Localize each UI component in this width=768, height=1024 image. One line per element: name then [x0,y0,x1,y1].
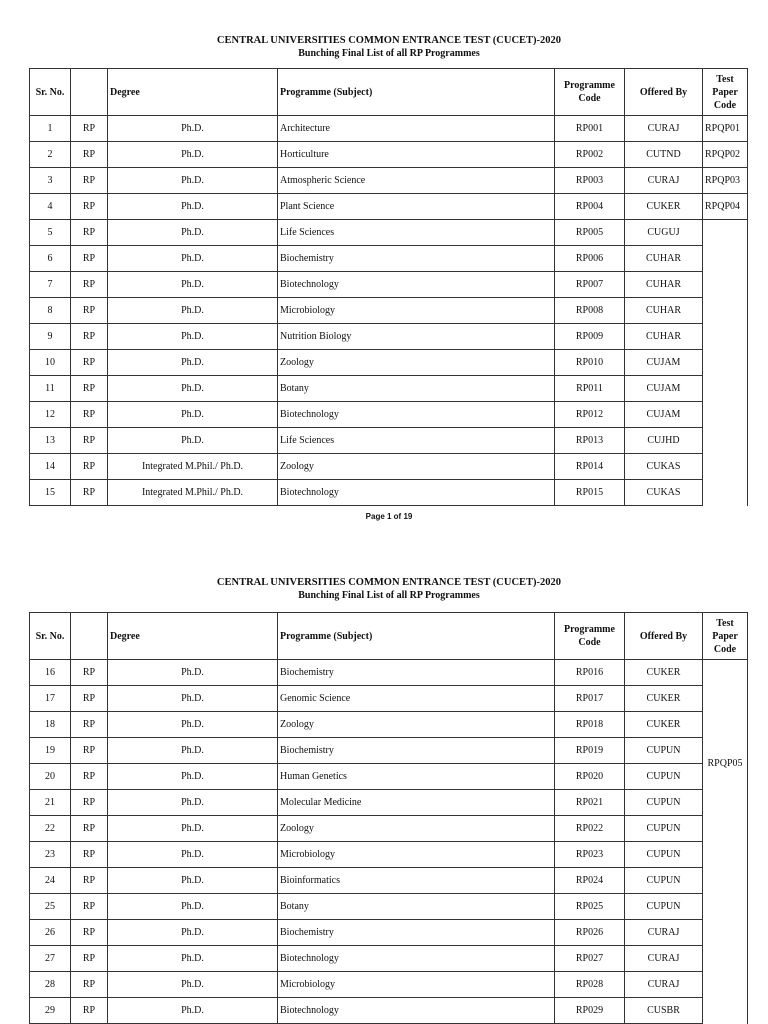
sr-no-cell: 7 [30,272,71,298]
rp-cell: RP [71,324,108,350]
sr-no-cell: 11 [30,376,71,402]
programme-code-cell: RP023 [555,842,625,868]
col-programme-code: Programme Code [555,69,625,116]
test-paper-code-cell: RPQP02 [703,142,748,168]
test-paper-code-cell: RPQP01 [703,116,748,142]
programme-cell: Biotechnology [278,480,555,506]
table-row [30,686,748,712]
offered-by-cell: CUPUN [625,816,703,842]
programme-table [29,68,748,506]
table-row [30,142,748,168]
offered-by-cell: CUJAM [625,376,703,402]
programme-cell: Biotechnology [278,998,555,1024]
programme-cell: Life Sciences [278,428,555,454]
col-programme: Programme (Subject) [278,69,555,116]
programme-code-cell: RP003 [555,168,625,194]
rp-cell: RP [71,246,108,272]
rp-cell: RP [71,428,108,454]
test-paper-code-cell [703,868,748,1024]
rp-cell: RP [71,946,108,972]
table-row [30,298,748,324]
test-paper-code-cell: RPQP03 [703,168,748,194]
document-subtitle: Bunching Final List of all RP Programmes [298,48,480,59]
table-row [30,428,748,454]
offered-by-cell: CUTND [625,142,703,168]
table-row [30,790,748,816]
offered-by-cell: CUPUN [625,868,703,894]
programme-code-cell: RP020 [555,764,625,790]
table-row [30,246,748,272]
degree-cell: Ph.D. [108,790,278,816]
table-row [30,946,748,972]
programme-cell: Botany [278,376,555,402]
table-row [30,220,748,246]
programme-code-cell: RP017 [555,686,625,712]
test-paper-code-cell: RPQP05 [703,660,748,868]
programme-code-cell: RP008 [555,298,625,324]
programme-code-cell: RP011 [555,376,625,402]
programme-code-cell: RP022 [555,816,625,842]
degree-cell: Ph.D. [108,298,278,324]
offered-by-cell: CUPUN [625,738,703,764]
rp-cell: RP [71,402,108,428]
programme-cell: Human Genetics [278,764,555,790]
programme-cell: Botany [278,894,555,920]
offered-by-cell: CUPUN [625,842,703,868]
col-degree: Degree [108,69,278,116]
rp-cell: RP [71,116,108,142]
sr-no-cell: 19 [30,738,71,764]
rp-cell: RP [71,920,108,946]
offered-by-cell: CURAJ [625,972,703,998]
offered-by-cell: CUJAM [625,350,703,376]
programme-code-cell: RP012 [555,402,625,428]
degree-cell: Integrated M.Phil./ Ph.D. [108,480,278,506]
programme-code-cell: RP002 [555,142,625,168]
rp-cell: RP [71,972,108,998]
table-row [30,350,748,376]
sr-no-cell: 20 [30,764,71,790]
rp-cell: RP [71,842,108,868]
rp-cell: RP [71,998,108,1024]
degree-cell: Ph.D. [108,894,278,920]
sr-no-cell: 10 [30,350,71,376]
rp-cell: RP [71,764,108,790]
programme-cell: Genomic Science [278,686,555,712]
table-row [30,116,748,142]
sr-no-cell: 6 [30,246,71,272]
table-header-row [30,69,748,116]
sr-no-cell: 12 [30,402,71,428]
programme-cell: Zoology [278,816,555,842]
table-row [30,480,748,506]
rp-cell: RP [71,142,108,168]
sr-no-cell: 16 [30,660,71,686]
rp-cell: RP [71,790,108,816]
programme-code-cell: RP024 [555,868,625,894]
rp-cell: RP [71,660,108,686]
degree-cell: Ph.D. [108,920,278,946]
col-test-paper-code: Test Paper Code [703,69,748,116]
programme-cell: Microbiology [278,298,555,324]
document-title: CENTRAL UNIVERSITIES COMMON ENTRANCE TEST (CUCET)-2020 [216,35,562,46]
programme-code-cell: RP018 [555,712,625,738]
programme-cell: Biotechnology [278,402,555,428]
programme-code-cell: RP027 [555,946,625,972]
degree-cell: Ph.D. [108,816,278,842]
table-row [30,738,748,764]
document-title: CENTRAL UNIVERSITIES COMMON ENTRANCE TEST (CUCET)-2020 [216,577,562,588]
programme-code-cell: RP010 [555,350,625,376]
degree-cell: Ph.D. [108,350,278,376]
offered-by-cell: CUKER [625,712,703,738]
programme-code-cell: RP015 [555,480,625,506]
programme-code-cell: RP007 [555,272,625,298]
offered-by-cell: CUKAS [625,480,703,506]
table-row [30,194,748,220]
page-number: Page 1 of 19 [365,512,413,521]
programme-cell: Biotechnology [278,272,555,298]
col-blank [71,613,108,660]
offered-by-cell: CUPUN [625,790,703,816]
programme-cell: Horticulture [278,142,555,168]
degree-cell: Ph.D. [108,324,278,350]
programme-code-cell: RP016 [555,660,625,686]
degree-cell: Ph.D. [108,168,278,194]
rp-cell: RP [71,220,108,246]
programme-cell: Nutrition Biology [278,324,555,350]
rp-cell: RP [71,894,108,920]
sr-no-cell: 21 [30,790,71,816]
sr-no-cell: 15 [30,480,71,506]
rp-cell: RP [71,350,108,376]
col-sr-no: Sr. No. [30,613,71,660]
programme-cell: Biochemistry [278,738,555,764]
sr-no-cell: 3 [30,168,71,194]
col-programme: Programme (Subject) [278,613,555,660]
offered-by-cell: CUKER [625,660,703,686]
table-row [30,660,748,686]
degree-cell: Integrated M.Phil./ Ph.D. [108,454,278,480]
programme-cell: Zoology [278,712,555,738]
degree-cell: Ph.D. [108,764,278,790]
sr-no-cell: 18 [30,712,71,738]
programme-table [29,612,748,1024]
degree-cell: Ph.D. [108,946,278,972]
sr-no-cell: 25 [30,894,71,920]
table-row [30,998,748,1024]
programme-code-cell: RP009 [555,324,625,350]
degree-cell: Ph.D. [108,712,278,738]
rp-cell: RP [71,454,108,480]
offered-by-cell: CUHAR [625,298,703,324]
rp-cell: RP [71,168,108,194]
offered-by-cell: CUHAR [625,246,703,272]
degree-cell: Ph.D. [108,998,278,1024]
programme-code-cell: RP021 [555,790,625,816]
degree-cell: Ph.D. [108,194,278,220]
table-row [30,324,748,350]
degree-cell: Ph.D. [108,246,278,272]
table-row [30,868,748,894]
sr-no-cell: 9 [30,324,71,350]
table-row [30,842,748,868]
offered-by-cell: CURAJ [625,168,703,194]
table-row [30,764,748,790]
programme-cell: Zoology [278,454,555,480]
degree-cell: Ph.D. [108,842,278,868]
sr-no-cell: 4 [30,194,71,220]
offered-by-cell: CUGUJ [625,220,703,246]
rp-cell: RP [71,712,108,738]
sr-no-cell: 23 [30,842,71,868]
programme-code-cell: RP004 [555,194,625,220]
table-header-row [30,613,748,660]
degree-cell: Ph.D. [108,660,278,686]
programme-code-cell: RP005 [555,220,625,246]
offered-by-cell: CUPUN [625,764,703,790]
programme-code-cell: RP028 [555,972,625,998]
table-row [30,920,748,946]
degree-cell: Ph.D. [108,376,278,402]
table-row [30,272,748,298]
sr-no-cell: 17 [30,686,71,712]
programme-code-cell: RP029 [555,998,625,1024]
degree-cell: Ph.D. [108,142,278,168]
offered-by-cell: CURAJ [625,920,703,946]
offered-by-cell: CUJHD [625,428,703,454]
programme-cell: Biotechnology [278,946,555,972]
table-row [30,454,748,480]
programme-cell: Biochemistry [278,660,555,686]
programme-cell: Atmospheric Science [278,168,555,194]
offered-by-cell: CUHAR [625,272,703,298]
programme-cell: Plant Science [278,194,555,220]
rp-cell: RP [71,816,108,842]
rp-cell: RP [71,272,108,298]
col-test-paper-code: Test Paper Code [703,613,748,660]
programme-cell: Zoology [278,350,555,376]
table-row [30,712,748,738]
table-row [30,402,748,428]
offered-by-cell: CUKAS [625,454,703,480]
table-row [30,816,748,842]
table-row [30,894,748,920]
sr-no-cell: 22 [30,816,71,842]
degree-cell: Ph.D. [108,220,278,246]
rp-cell: RP [71,738,108,764]
programme-code-cell: RP026 [555,920,625,946]
col-programme-code: Programme Code [555,613,625,660]
offered-by-cell: CUKER [625,194,703,220]
rp-cell: RP [71,376,108,402]
sr-no-cell: 27 [30,946,71,972]
programme-code-cell: RP013 [555,428,625,454]
programme-cell: Biochemistry [278,920,555,946]
table-row [30,376,748,402]
rp-cell: RP [71,194,108,220]
sr-no-cell: 24 [30,868,71,894]
col-sr-no: Sr. No. [30,69,71,116]
programme-code-cell: RP025 [555,894,625,920]
sr-no-cell: 2 [30,142,71,168]
programme-cell: Life Sciences [278,220,555,246]
test-paper-code-cell: RPQP04 [703,194,748,220]
document-subtitle: Bunching Final List of all RP Programmes [298,590,480,601]
rp-cell: RP [71,298,108,324]
offered-by-cell: CUSBR [625,998,703,1024]
table-row [30,168,748,194]
sr-no-cell: 13 [30,428,71,454]
offered-by-cell: CUJAM [625,402,703,428]
programme-code-cell: RP019 [555,738,625,764]
col-offered-by: Offered By [625,69,703,116]
test-paper-code-cell [703,220,748,506]
rp-cell: RP [71,868,108,894]
sr-no-cell: 26 [30,920,71,946]
sr-no-cell: 14 [30,454,71,480]
degree-cell: Ph.D. [108,272,278,298]
programme-code-cell: RP001 [555,116,625,142]
offered-by-cell: CUHAR [625,324,703,350]
degree-cell: Ph.D. [108,686,278,712]
degree-cell: Ph.D. [108,402,278,428]
rp-cell: RP [71,686,108,712]
programme-cell: Molecular Medicine [278,790,555,816]
degree-cell: Ph.D. [108,972,278,998]
col-blank [71,69,108,116]
degree-cell: Ph.D. [108,116,278,142]
programme-cell: Bioinformatics [278,868,555,894]
sr-no-cell: 29 [30,998,71,1024]
programme-code-cell: RP006 [555,246,625,272]
degree-cell: Ph.D. [108,738,278,764]
sr-no-cell: 8 [30,298,71,324]
programme-cell: Microbiology [278,972,555,998]
degree-cell: Ph.D. [108,868,278,894]
offered-by-cell: CUKER [625,686,703,712]
col-offered-by: Offered By [625,613,703,660]
table-row [30,972,748,998]
degree-cell: Ph.D. [108,428,278,454]
offered-by-cell: CURAJ [625,116,703,142]
programme-cell: Biochemistry [278,246,555,272]
sr-no-cell: 28 [30,972,71,998]
offered-by-cell: CUPUN [625,894,703,920]
programme-code-cell: RP014 [555,454,625,480]
programme-cell: Architecture [278,116,555,142]
sr-no-cell: 5 [30,220,71,246]
offered-by-cell: CURAJ [625,946,703,972]
programme-cell: Microbiology [278,842,555,868]
sr-no-cell: 1 [30,116,71,142]
col-degree: Degree [108,613,278,660]
rp-cell: RP [71,480,108,506]
